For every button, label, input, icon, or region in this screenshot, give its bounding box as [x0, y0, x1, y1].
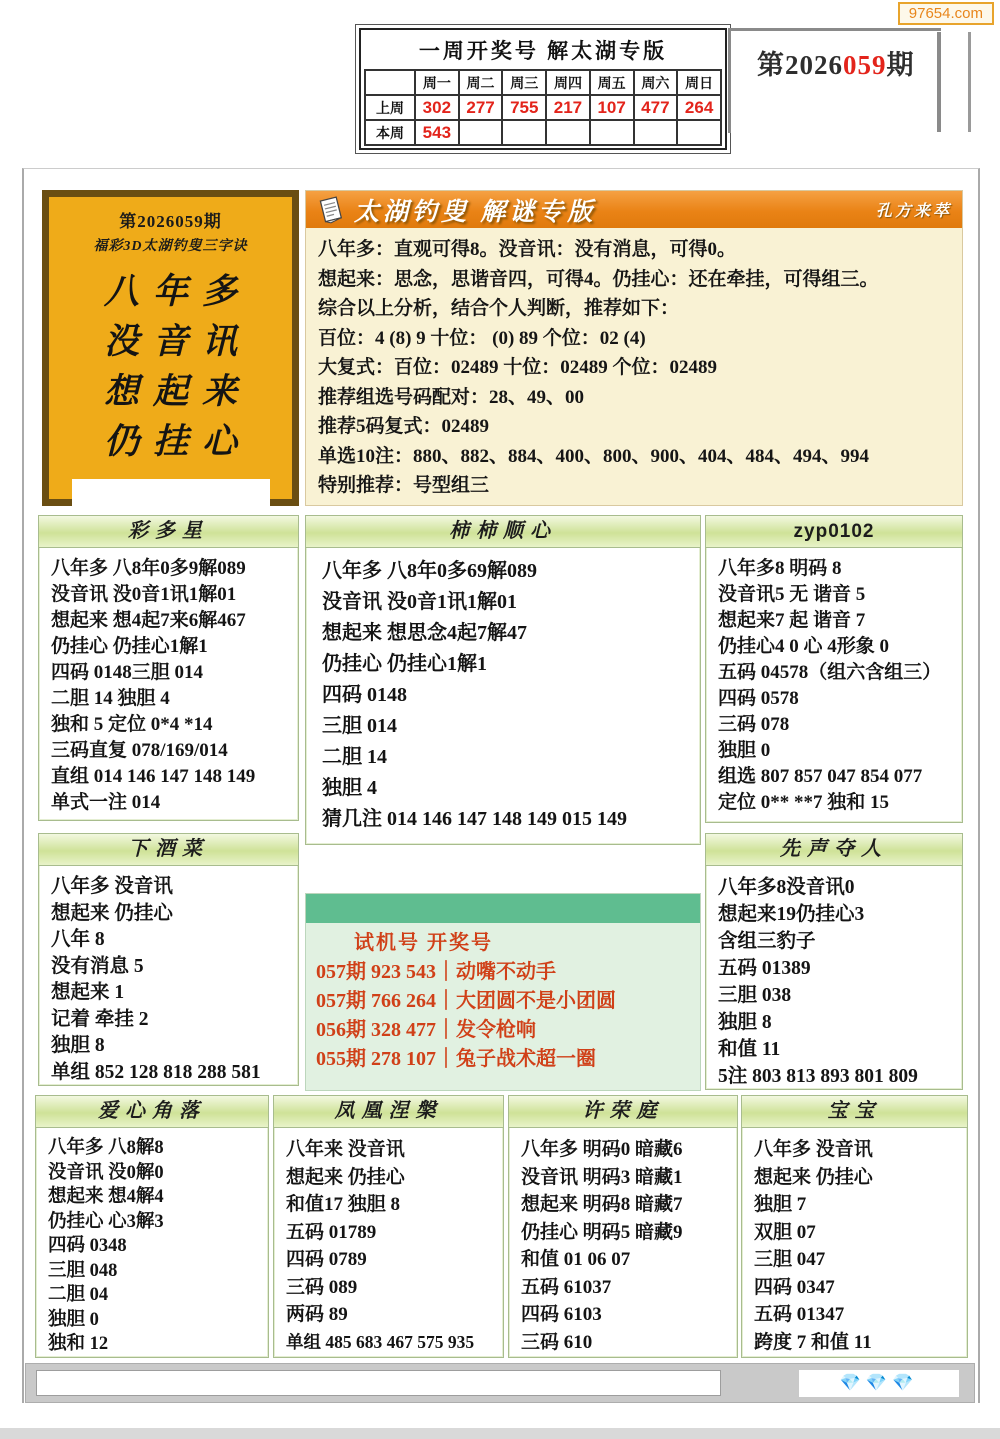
poem-line: 没音讯	[103, 322, 251, 361]
panel-baobao	[741, 1095, 968, 1358]
panel-line: 四码 0578	[718, 688, 799, 709]
draw-row: 056期 328 477｜发令枪响	[316, 1019, 536, 1041]
panel-line: 五码 01347	[754, 1304, 845, 1325]
panel-line: 仍挂心 仍挂心1解1	[322, 653, 487, 675]
panel-line: 独胆 0	[48, 1309, 99, 1330]
panel-fenghuangniepan	[273, 1095, 504, 1358]
panel-line: 五码 04578（组六含组三）	[718, 662, 942, 683]
panel-line: 独胆 4	[322, 777, 377, 799]
draw-number: 217	[546, 95, 590, 120]
col-header: 周五	[590, 70, 634, 95]
row-label: 上周	[365, 95, 415, 120]
panel-line: 仍挂心4 0 心 4形象 0	[718, 636, 890, 657]
divider	[968, 32, 971, 132]
panel-line: 四码 0148三胆 014	[51, 662, 204, 683]
draw-number	[634, 120, 678, 145]
panel-line: 二胆 14	[322, 746, 387, 768]
draw-row: 057期 923 543｜动嘴不动手	[316, 961, 556, 983]
panel-line: 双胆 07	[754, 1221, 816, 1243]
panel-line: 三胆 038	[718, 985, 792, 1006]
panel-line: 没音讯 没0解0	[48, 1162, 164, 1183]
panel-line: 想起来 1	[51, 982, 125, 1003]
draw-number: 477	[634, 95, 678, 120]
col-header: 周四	[546, 70, 590, 95]
panel-line: 没音讯 没0音1讯1解01	[51, 584, 237, 605]
panel-line: 独胆 7	[754, 1194, 807, 1215]
draw-number	[590, 120, 634, 145]
panel-line: 组选 807 857 047 854 077	[718, 766, 923, 787]
panel-line: 没音讯 没0音1讯1解01	[322, 591, 517, 613]
panel-line: 三码 089	[286, 1276, 358, 1298]
table-row	[365, 95, 721, 120]
analysis-line: 八年多：直观可得8。没音讯：没有消息，可得0。	[318, 239, 737, 260]
issue-number-box	[728, 28, 941, 133]
panel-line: 四码 0348	[48, 1236, 127, 1256]
col-header	[365, 70, 415, 95]
panel-title: 先声夺人	[706, 834, 962, 866]
panel-line: 三码 610	[521, 1331, 593, 1353]
panel-line: 三码直复 078/169/014	[51, 740, 228, 761]
gem-icons: 💎💎💎	[799, 1370, 959, 1397]
panel-line: 八年多 八8解8	[48, 1138, 164, 1158]
panel-line: 四码 0148	[322, 684, 407, 706]
panel-line: 二胆 04	[48, 1285, 109, 1305]
panel-xianshengduoren	[705, 833, 963, 1090]
poem-box	[42, 190, 299, 506]
draw-number	[459, 120, 503, 145]
panel-line: 猜几注 014 146 147 148 149 015 149	[322, 808, 627, 830]
panel-line: 想起来 想4解4	[48, 1187, 164, 1207]
site-badge: 97654.com	[898, 2, 994, 25]
panel-line: 八年 8	[51, 929, 105, 950]
panel-line: 二胆 14 独胆 4	[51, 688, 170, 709]
panel-line: 和值 01 06 07	[521, 1249, 631, 1270]
panel-line: 三胆 047	[754, 1249, 826, 1270]
draw-panel-bar	[306, 894, 700, 923]
draw-history-panel	[305, 893, 701, 1091]
panel-line: 五码 01789	[286, 1221, 377, 1243]
draw-number: 543	[415, 120, 459, 145]
panel-line: 独胆 8	[51, 1035, 105, 1056]
draw-panel-title: 试机号 开奖号	[354, 932, 493, 954]
panel-title: 柿柿顺心	[306, 516, 700, 548]
panel-line: 仍挂心 仍挂心1解1	[51, 636, 208, 657]
panel-line: 想起来 仍挂心	[286, 1166, 405, 1188]
panel-line: 和值 11	[718, 1039, 781, 1060]
panel-line: 八年多8没音讯0	[718, 877, 855, 898]
panel-line: 独和 12	[48, 1334, 109, 1354]
panel-title: 下酒菜	[39, 834, 298, 866]
panel-title: 许荣庭	[509, 1096, 737, 1128]
panel-line: 想起来 仍挂心	[754, 1166, 873, 1188]
week-draw-table	[355, 24, 731, 154]
panel-line: 八年多 八8年0多9解089	[51, 558, 246, 579]
panel-line: 想起来 想思念4起7解47	[322, 622, 527, 644]
poem-issue: 第2026059期	[119, 212, 222, 231]
panel-line: 独胆 0	[718, 740, 771, 761]
panel-line: 仍挂心 明码5 暗藏9	[521, 1221, 683, 1243]
panel-line: 想起来 仍挂心	[51, 902, 173, 924]
draw-number	[546, 120, 590, 145]
poem-line: 八年多	[103, 272, 251, 311]
table-header-row	[365, 70, 721, 95]
panel-caiduoxing	[38, 515, 299, 821]
analysis-line: 想起来：思念，思谐音四，可得4。仍挂心：还在牵挂，可得组三。	[318, 268, 879, 290]
analysis-line: 综合以上分析，结合个人判断，推荐如下：	[318, 298, 680, 319]
divider	[937, 32, 941, 132]
analysis-line: 百位：4 (8) 9 十位： (0) 89 个位：02 (4)	[318, 327, 646, 349]
panel-line: 想起来7 起 谐音 7	[718, 610, 866, 631]
panel-line: 两码 89	[286, 1304, 348, 1325]
panel-line: 四码 6103	[521, 1304, 602, 1325]
panel-line: 八年来 没音讯	[286, 1139, 405, 1160]
poem-line: 仍挂心	[103, 422, 251, 461]
panel-xiajiucai	[38, 833, 299, 1086]
main-panel-header	[306, 191, 962, 228]
col-header: 周一	[415, 70, 459, 95]
panel-line: 想起来 想4起7来6解467	[51, 610, 246, 631]
memo-icon	[316, 195, 346, 225]
main-analysis-panel	[305, 190, 963, 506]
panel-line: 八年多8 明码 8	[718, 558, 842, 579]
poem-line: 想起来	[103, 372, 251, 411]
panel-line: 想起来 明码8 暗藏7	[521, 1194, 683, 1215]
panel-line: 单组 485 683 467 575 935	[286, 1331, 475, 1352]
issue-number: 第2026059期	[757, 50, 915, 80]
draw-number	[502, 120, 546, 145]
draw-number: 264	[677, 95, 721, 120]
draw-number: 107	[590, 95, 634, 120]
poem-subtitle: 福彩3D太湖钓叟三字诀	[93, 239, 248, 254]
analysis-line: 推荐组选号码配对：28、49、00	[318, 386, 585, 408]
panel-line: 八年多 没音讯	[754, 1139, 873, 1160]
panel-title: 凤凰涅槃	[274, 1096, 503, 1128]
panel-line: 跨度 7 和值 11	[754, 1331, 872, 1353]
panel-line: 直组 014 146 147 148 149	[51, 766, 256, 787]
row-label: 本周	[365, 120, 415, 145]
draw-number	[677, 120, 721, 145]
footer-input[interactable]	[36, 1370, 721, 1396]
panel-title: 彩多星	[39, 516, 298, 548]
panel-line: 想起来19仍挂心3	[718, 904, 865, 925]
draw-row: 057期 766 264｜大团圆不是小团圆	[316, 990, 616, 1012]
table-row	[365, 120, 721, 145]
week-table-title: 一周开奖号 解太湖专版	[418, 39, 668, 63]
analysis-line: 推荐5码复式：02489	[318, 416, 490, 437]
main-panel-title: 太湖钓叟 解谜专版	[354, 198, 597, 226]
panel-title: 爱心角落	[36, 1096, 268, 1128]
panel-line: 仍挂心 心3解3	[48, 1211, 164, 1232]
panel-xurongting	[508, 1095, 738, 1358]
footer-bar	[25, 1363, 975, 1403]
issue-highlight: 059	[843, 50, 887, 80]
panel-line: 独胆 8	[718, 1012, 772, 1033]
draw-row: 055期 278 107｜兔子战术超一圈	[316, 1048, 596, 1070]
draw-number: 302	[415, 95, 459, 120]
panel-line: 八年多 八8年0多69解089	[322, 560, 537, 582]
panel-line: 四码 0789	[286, 1249, 367, 1270]
col-header: 周六	[634, 70, 678, 95]
draw-number: 755	[502, 95, 546, 120]
panel-zyp0102	[705, 515, 963, 823]
panel-line: 没有消息 5	[51, 955, 144, 977]
panel-line: 八年多 明码0 暗藏6	[521, 1139, 683, 1160]
panel-shishishunxin	[305, 515, 701, 845]
panel-line: 单式一注 014	[51, 792, 161, 813]
panel-line: 独和 5 定位 0*4 *14	[51, 714, 213, 735]
panel-line: 单组 852 128 818 288 581	[51, 1061, 261, 1083]
panel-line: 没音讯 明码3 暗藏1	[521, 1166, 683, 1188]
panel-aixinjiaoluo	[35, 1095, 269, 1358]
col-header: 周三	[502, 70, 546, 95]
bottom-strip	[0, 1428, 1000, 1439]
panel-line: 和值17 独胆 8	[286, 1194, 401, 1215]
draw-number: 277	[459, 95, 503, 120]
panel-line: 四码 0347	[754, 1276, 835, 1298]
panel-line: 八年多 没音讯	[51, 876, 173, 897]
analysis-line: 特别推荐：号型组三	[318, 475, 490, 496]
panel-line: 五码 01389	[718, 958, 811, 979]
analysis-line: 单选10注：880、882、884、400、800、900、404、484、494、994	[318, 445, 870, 467]
col-header: 周日	[677, 70, 721, 95]
panel-line: 三胆 048	[48, 1260, 118, 1281]
panel-line: 五码 61037	[521, 1276, 612, 1298]
panel-line: 三码 078	[718, 714, 790, 735]
main-panel-corner-label: 孔方来萃	[875, 203, 952, 220]
panel-title: zyp0102	[706, 516, 962, 548]
panel-line: 没音讯5 无 谐音 5	[718, 584, 866, 605]
panel-line: 含组三豹子	[718, 931, 816, 952]
panel-line: 记着 牵挂 2	[51, 1008, 149, 1030]
panel-line: 定位 0** **7 独和 15	[718, 792, 890, 813]
col-header: 周二	[459, 70, 503, 95]
panel-line: 三胆 014	[322, 715, 397, 737]
analysis-line: 大复式：百位：02489 十位：02489 个位：02489	[318, 357, 718, 378]
panel-title: 宝宝	[742, 1096, 967, 1128]
panel-line: 5注 803 813 893 801 809	[718, 1066, 918, 1087]
